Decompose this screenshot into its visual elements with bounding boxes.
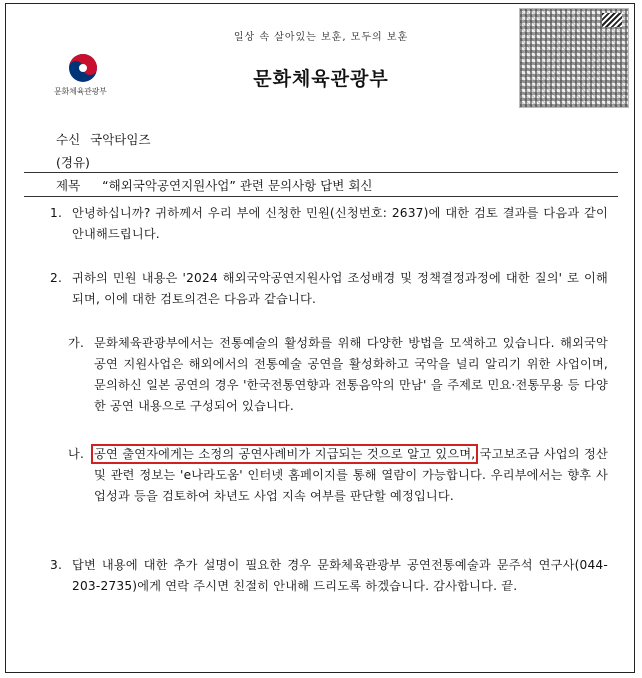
item-3-text: 답변 내용에 대한 추가 설명이 필요한 경우 문화체육관광부 공연전통예술과 문주석 연구사(044-203-2735)에게 연락 주시면 친절히 안내해 드리도록 하겠습니다. 감사합니다. 끝. <box>72 558 608 593</box>
qr-code-icon <box>519 8 629 108</box>
recipient-label: 수신 <box>56 132 81 147</box>
item-1-number: 1. <box>50 206 63 220</box>
item-3-number: 3. <box>50 558 63 572</box>
item-na-number: 나. <box>68 447 85 461</box>
recipient-line <box>56 130 151 148</box>
item-na-text <box>94 444 608 507</box>
item-2-text: 귀하의 민원 내용은 '2024 해외국악공연지원사업 조성배경 및 정책결정과정에 대한 질의' 로 이해되며, 이에 대한 검토의견은 다음과 같습니다. <box>72 271 608 306</box>
via-line: (경유) <box>56 155 90 170</box>
subject-line <box>56 176 373 194</box>
subject-label: 제목 <box>56 178 81 193</box>
rule-bottom <box>24 196 618 197</box>
item-1-text: 안녕하십니까? 귀하께서 우리 부에 신청한 민원(신청번호: 2637)에 대한 검토 결과를 다음과 같이 안내해드립니다. <box>72 206 608 241</box>
slogan: 일상 속 살아있는 보훈, 모두의 보훈 <box>233 32 409 43</box>
subject-value: “해외국악공연지원사업” 관련 문의사항 답변 회신 <box>102 178 373 193</box>
rule-top <box>24 172 618 173</box>
logo-text: 문화체육관광부 <box>54 87 107 96</box>
recipient-value: 국악타임즈 <box>90 132 151 147</box>
ministry-title: 문화체육관광부 <box>253 68 389 90</box>
qr-corner-mark <box>602 13 622 27</box>
item-ga-text: 문화체육관광부에서는 전통예술의 활성화를 위해 다양한 방법을 모색하고 있습니다. 해외국악공연 지원사업은 해외에서의 전통예술 공연을 활성화하고 국악을 널리 알리기 위한 사업이며, 문의하신 일본 공연의 경우 '한국전통연향과 전통음악의 만남' 을 주제로 민요·전통무용 등 다양한 공연 내용으로 구성되어 있습니다. <box>94 336 608 413</box>
highlighted-statement: 공연 출연자에게는 소정의 공연사례비가 지급되는 것으로 알고 있으며, <box>94 447 476 461</box>
item-ga-number: 가. <box>68 336 85 350</box>
item-2-number: 2. <box>50 271 63 285</box>
item-na-rest: 국고보조금 사업의 정산 및 관련 정보는 'e나라도움' 인터넷 홈페이지를 통해 열람이 가능합니다. 우리부에서는 향후 사업성과 등을 검토하여 차년도 사업 지속 여부를 판단할 예정입니다. <box>94 447 608 503</box>
